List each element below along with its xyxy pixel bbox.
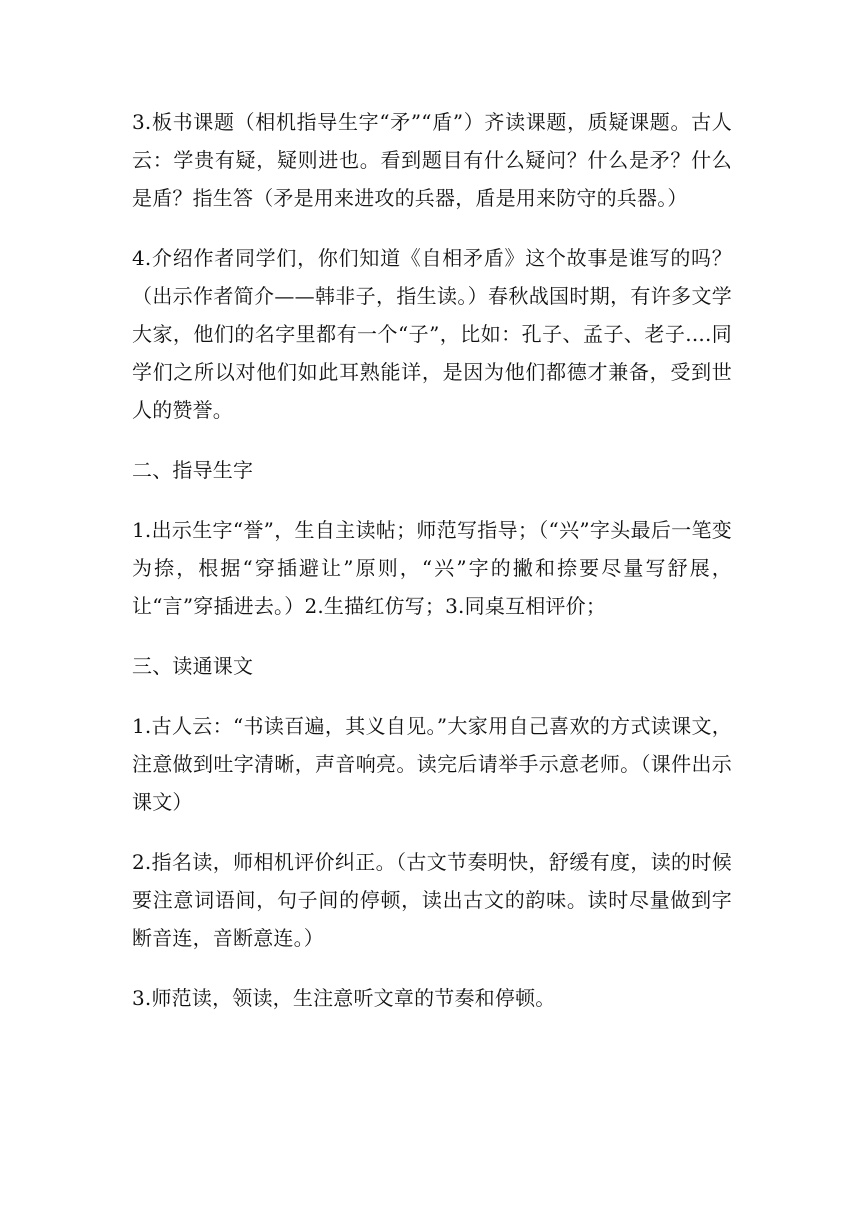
paragraph-write-title: 3.板书课题（相机指导生字“矛”“盾”）齐读课题，质疑课题。古人云：学贵有疑，疑则进也。看到题目有什么疑问？什么是矛？什么是盾？指生答（矛是用来进攻的兵器，盾是用来防守的兵器。） [132, 110, 732, 210]
section-heading-characters: 二、指导生字 [132, 458, 254, 482]
paragraph-free-reading: 1.古人云：“书读百遍，其义自见。”大家用自己喜欢的方式读课文，注意做到吐字清晰，声音响亮。读完后请举手示意老师。（课件出示课文） [132, 714, 732, 814]
paragraph-character-guidance: 1.出示生字“誉”，生自主读帖；师范写指导；（“兴”字头最后一笔变为捺，根据“穿插避让”原则，“兴”字的撇和捺要尽量写舒展，让“言”穿插进去。）2.生描红仿写；3.同桌互相评价； [132, 518, 732, 618]
paragraph-named-reading: 2.指名读，师相机评价纠正。（古文节奏明快，舒缓有度，读的时候要注意词语间，句子间的停顿，读出古文的韵味。读时尽量做到字断音连，音断意连。） [132, 850, 732, 950]
paragraph-introduce-author: 4.介绍作者同学们，你们知道《自相矛盾》这个故事是谁写的吗？（出示作者简介——韩非子，指生读。）春秋战国时期，有许多文学大家，他们的名字里都有一个“子”，比如：孔子、孟子、老子....同学们之所以对他们如此耳熟能详，是因为他们都德才兼备，受到世人的赞誉。 [132, 246, 732, 422]
paragraph-model-reading: 3.师范读，领读，生注意听文章的节奏和停顿。 [132, 986, 556, 1010]
section-heading-reading: 三、读通课文 [132, 654, 254, 678]
document-body [132, 103, 732, 1039]
